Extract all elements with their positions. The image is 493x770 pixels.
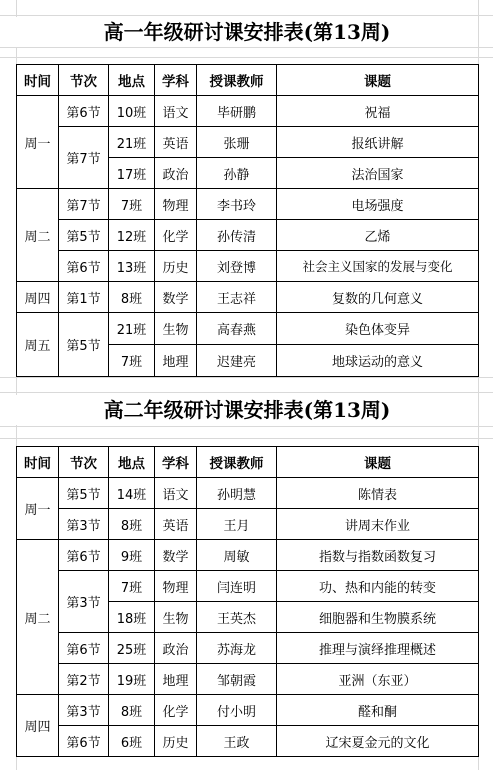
day-cell: 周二 xyxy=(17,540,59,695)
day-cell: 周四 xyxy=(17,695,59,757)
room-cell: 7班 xyxy=(109,189,155,220)
room-cell: 8班 xyxy=(109,282,155,313)
header-time: 时间 xyxy=(17,447,59,478)
topic-cell: 报纸讲解 xyxy=(277,127,479,158)
grade1-title: 高一年级研讨课安排表(第13周) xyxy=(16,17,478,47)
teacher-cell: 刘登博 xyxy=(197,251,277,282)
room-cell: 7班 xyxy=(109,571,155,602)
header-period: 节次 xyxy=(59,65,109,96)
subject-cell: 语文 xyxy=(155,96,197,127)
topic-cell: 电场强度 xyxy=(277,189,479,220)
room-cell: 18班 xyxy=(109,602,155,633)
subject-cell: 政治 xyxy=(155,633,197,664)
subject-cell: 生物 xyxy=(155,602,197,633)
table-row xyxy=(17,282,479,313)
subject-cell: 语文 xyxy=(155,478,197,509)
gridline xyxy=(0,377,493,378)
day-cell: 周一 xyxy=(17,478,59,540)
period-cell: 第3节 xyxy=(59,571,109,633)
header-topic: 课题 xyxy=(277,447,479,478)
teacher-cell: 王英杰 xyxy=(197,602,277,633)
teacher-cell: 张珊 xyxy=(197,127,277,158)
subject-cell: 物理 xyxy=(155,189,197,220)
room-cell: 7班 xyxy=(109,345,155,377)
topic-cell: 社会主义国家的发展与变化 xyxy=(277,251,479,282)
topic-cell: 功、热和内能的转变 xyxy=(277,571,479,602)
topic-cell: 祝福 xyxy=(277,96,479,127)
period-cell: 第7节 xyxy=(59,189,109,220)
teacher-cell: 付小明 xyxy=(197,695,277,726)
period-cell: 第7节 xyxy=(59,127,109,189)
gridline xyxy=(0,15,493,16)
period-cell: 第3节 xyxy=(59,695,109,726)
teacher-cell: 毕研鹏 xyxy=(197,96,277,127)
teacher-cell: 孙明慧 xyxy=(197,478,277,509)
teacher-cell: 邹朝霞 xyxy=(197,664,277,695)
subject-cell: 地理 xyxy=(155,664,197,695)
teacher-cell: 闫连明 xyxy=(197,571,277,602)
topic-cell: 地球运动的意义 xyxy=(277,345,479,377)
period-cell: 第6节 xyxy=(59,96,109,127)
room-cell: 8班 xyxy=(109,695,155,726)
period-cell: 第6节 xyxy=(59,633,109,664)
subject-cell: 生物 xyxy=(155,313,197,345)
topic-cell: 讲周末作业 xyxy=(277,509,479,540)
subject-cell: 英语 xyxy=(155,127,197,158)
teacher-cell: 王志祥 xyxy=(197,282,277,313)
topic-cell: 辽宋夏金元的文化 xyxy=(277,726,479,757)
room-cell: 25班 xyxy=(109,633,155,664)
table-header-row xyxy=(17,65,479,96)
period-cell: 第6节 xyxy=(59,726,109,757)
room-cell: 21班 xyxy=(109,313,155,345)
topic-cell: 指数与指数函数复习 xyxy=(277,540,479,571)
table-row xyxy=(17,695,479,726)
topic-cell: 推理与演绎推理概述 xyxy=(277,633,479,664)
teacher-cell: 孙传清 xyxy=(197,220,277,251)
room-cell: 8班 xyxy=(109,509,155,540)
teacher-cell: 孙静 xyxy=(197,158,277,189)
subject-cell: 数学 xyxy=(155,282,197,313)
gridline xyxy=(0,47,493,48)
period-cell: 第6节 xyxy=(59,251,109,282)
day-cell: 周二 xyxy=(17,189,59,282)
table-row xyxy=(17,633,479,664)
header-room: 地点 xyxy=(109,65,155,96)
table-header-row xyxy=(17,447,479,478)
gridline xyxy=(0,392,493,393)
topic-cell: 复数的几何意义 xyxy=(277,282,479,313)
room-cell: 10班 xyxy=(109,96,155,127)
table-row xyxy=(17,478,479,509)
subject-cell: 历史 xyxy=(155,726,197,757)
subject-cell: 地理 xyxy=(155,345,197,377)
header-teacher: 授课教师 xyxy=(197,447,277,478)
header-time: 时间 xyxy=(17,65,59,96)
table-row xyxy=(17,127,479,158)
topic-cell: 醛和酮 xyxy=(277,695,479,726)
subject-cell: 政治 xyxy=(155,158,197,189)
day-cell: 周一 xyxy=(17,96,59,189)
topic-cell: 染色体变异 xyxy=(277,313,479,345)
table-row xyxy=(17,313,479,345)
period-cell: 第5节 xyxy=(59,220,109,251)
room-cell: 12班 xyxy=(109,220,155,251)
gridline xyxy=(0,426,493,427)
subject-cell: 数学 xyxy=(155,540,197,571)
subject-cell: 化学 xyxy=(155,220,197,251)
teacher-cell: 周敏 xyxy=(197,540,277,571)
topic-cell: 法治国家 xyxy=(277,158,479,189)
period-cell: 第6节 xyxy=(59,540,109,571)
topic-cell: 亚洲（东亚） xyxy=(277,664,479,695)
header-period: 节次 xyxy=(59,447,109,478)
room-cell: 14班 xyxy=(109,478,155,509)
table-row xyxy=(17,509,479,540)
period-cell: 第2节 xyxy=(59,664,109,695)
subject-cell: 物理 xyxy=(155,571,197,602)
period-cell: 第1节 xyxy=(59,282,109,313)
table-row xyxy=(17,189,479,220)
table-row xyxy=(17,540,479,571)
room-cell: 19班 xyxy=(109,664,155,695)
table-row xyxy=(17,251,479,282)
room-cell: 9班 xyxy=(109,540,155,571)
room-cell: 21班 xyxy=(109,127,155,158)
subject-cell: 化学 xyxy=(155,695,197,726)
teacher-cell: 李书玲 xyxy=(197,189,277,220)
period-cell: 第5节 xyxy=(59,478,109,509)
header-subject: 学科 xyxy=(155,447,197,478)
topic-cell: 陈情表 xyxy=(277,478,479,509)
topic-cell: 细胞器和生物膜系统 xyxy=(277,602,479,633)
grade1-schedule-table xyxy=(16,64,479,377)
subject-cell: 英语 xyxy=(155,509,197,540)
teacher-cell: 高春燕 xyxy=(197,313,277,345)
header-room: 地点 xyxy=(109,447,155,478)
day-cell: 周五 xyxy=(17,313,59,377)
grade2-title: 高二年级研讨课安排表(第13周) xyxy=(16,395,478,425)
subject-cell: 历史 xyxy=(155,251,197,282)
gridline xyxy=(0,57,493,58)
teacher-cell: 苏海龙 xyxy=(197,633,277,664)
room-cell: 13班 xyxy=(109,251,155,282)
topic-cell: 乙烯 xyxy=(277,220,479,251)
room-cell: 17班 xyxy=(109,158,155,189)
table-row xyxy=(17,726,479,757)
teacher-cell: 王月 xyxy=(197,509,277,540)
grade2-schedule-table xyxy=(16,446,479,757)
gridline xyxy=(0,438,493,439)
period-cell: 第3节 xyxy=(59,509,109,540)
header-topic: 课题 xyxy=(277,65,479,96)
table-row xyxy=(17,96,479,127)
header-subject: 学科 xyxy=(155,65,197,96)
table-row xyxy=(17,571,479,602)
room-cell: 6班 xyxy=(109,726,155,757)
table-row xyxy=(17,220,479,251)
header-teacher: 授课教师 xyxy=(197,65,277,96)
teacher-cell: 迟建亮 xyxy=(197,345,277,377)
period-cell: 第5节 xyxy=(59,313,109,377)
day-cell: 周四 xyxy=(17,282,59,313)
teacher-cell: 王政 xyxy=(197,726,277,757)
table-row xyxy=(17,664,479,695)
